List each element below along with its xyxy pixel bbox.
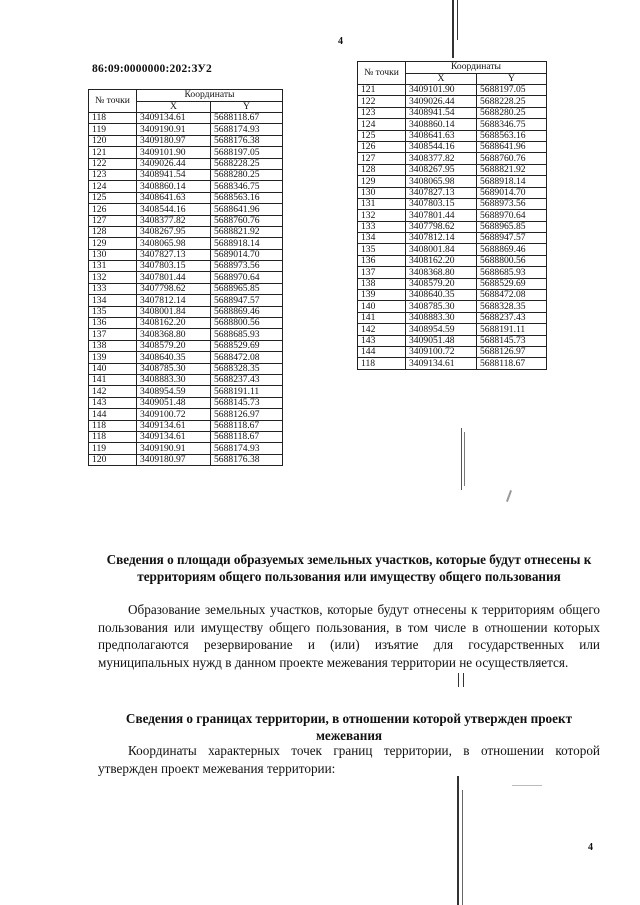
header-point: № точки: [89, 90, 137, 113]
point-cell: 121: [89, 147, 137, 158]
y-cell: 5688973.56: [477, 198, 547, 209]
point-cell: 128: [89, 226, 137, 237]
table-row: [89, 226, 283, 237]
point-cell: 120: [89, 454, 137, 465]
point-cell: 128: [358, 164, 406, 175]
y-cell: 5688965.85: [211, 283, 283, 294]
y-cell: 5688685.93: [211, 329, 283, 340]
table-row: [89, 386, 283, 397]
table-row: [358, 324, 547, 335]
x-cell: 3409134.61: [137, 431, 211, 442]
point-cell: 126: [358, 141, 406, 152]
point-cell: 144: [358, 346, 406, 357]
x-cell: 3408267.95: [137, 226, 211, 237]
table-row: [89, 272, 283, 283]
x-cell: 3407798.62: [137, 283, 211, 294]
header-x: X: [406, 73, 477, 85]
point-cell: 135: [358, 244, 406, 255]
point-cell: 129: [358, 176, 406, 187]
y-cell: 5688346.75: [211, 181, 283, 192]
table-row: [89, 124, 283, 135]
table-row: [89, 238, 283, 249]
x-cell: 3408785.30: [137, 363, 211, 374]
section2-text: Координаты характерных точек границ территории, в отношении которой утвержден проект межевания территории:: [98, 743, 600, 776]
table-row: [89, 261, 283, 272]
table-row: [358, 290, 547, 301]
y-cell: 5688126.97: [211, 409, 283, 420]
x-cell: 3409101.90: [406, 85, 477, 96]
x-cell: 3408640.35: [137, 352, 211, 363]
y-cell: 5688970.64: [477, 210, 547, 221]
y-cell: 5688280.25: [211, 169, 283, 180]
table-row: [358, 278, 547, 289]
point-cell: 122: [358, 96, 406, 107]
table-row: [89, 363, 283, 374]
y-cell: 5688118.67: [477, 358, 547, 369]
header-point: № точки: [358, 62, 406, 85]
table-row: [358, 119, 547, 130]
x-cell: 3408001.84: [406, 244, 477, 255]
table-row: [358, 312, 547, 323]
point-cell: 143: [89, 397, 137, 408]
cadastral-number: 86:09:0000000:202:ЗУ2: [92, 63, 212, 75]
y-cell: 5688685.93: [477, 267, 547, 278]
y-cell: 5688800.56: [477, 255, 547, 266]
table-row: [89, 181, 283, 192]
x-cell: 3408860.14: [137, 181, 211, 192]
x-cell: 3408860.14: [406, 119, 477, 130]
table-row: [89, 283, 283, 294]
point-cell: 123: [358, 107, 406, 118]
point-cell: 140: [89, 363, 137, 374]
table-row: [358, 141, 547, 152]
point-cell: 137: [89, 329, 137, 340]
page-number-bottom: 4: [588, 842, 593, 853]
table-row: [358, 335, 547, 346]
y-cell: 5688197.05: [211, 147, 283, 158]
y-cell: 5688118.67: [211, 431, 283, 442]
point-cell: 131: [89, 261, 137, 272]
x-cell: 3408883.30: [406, 312, 477, 323]
point-cell: 124: [358, 119, 406, 130]
x-cell: 3407812.14: [406, 233, 477, 244]
y-cell: 5688821.92: [477, 164, 547, 175]
point-cell: 134: [358, 233, 406, 244]
y-cell: 5688191.11: [477, 324, 547, 335]
table-row: [89, 147, 283, 158]
y-cell: 5688191.11: [211, 386, 283, 397]
x-cell: 3408377.82: [137, 215, 211, 226]
x-cell: 3407801.44: [137, 272, 211, 283]
point-cell: 142: [358, 324, 406, 335]
point-cell: 126: [89, 204, 137, 215]
y-cell: 5688145.73: [211, 397, 283, 408]
x-cell: 3407827.13: [406, 187, 477, 198]
point-cell: 130: [358, 187, 406, 198]
y-cell: 5688869.46: [477, 244, 547, 255]
point-cell: 120: [89, 135, 137, 146]
table-row: [358, 176, 547, 187]
table-row: [358, 164, 547, 175]
point-cell: 132: [358, 210, 406, 221]
point-cell: 124: [89, 181, 137, 192]
table-row: [89, 306, 283, 317]
table-row: [358, 301, 547, 312]
x-cell: 3409026.44: [137, 158, 211, 169]
table-row: [358, 96, 547, 107]
scan-line: [457, 776, 459, 905]
x-cell: 3408162.20: [137, 318, 211, 329]
y-cell: 5688563.16: [211, 192, 283, 203]
point-cell: 129: [89, 238, 137, 249]
header-x: X: [137, 101, 211, 113]
point-cell: 122: [89, 158, 137, 169]
point-cell: 142: [89, 386, 137, 397]
y-cell: 5688145.73: [477, 335, 547, 346]
y-cell: 5689014.70: [211, 249, 283, 260]
x-cell: 3409190.91: [137, 443, 211, 454]
y-cell: 5688237.43: [211, 374, 283, 385]
point-cell: 123: [89, 169, 137, 180]
x-cell: 3408162.20: [406, 255, 477, 266]
point-cell: 141: [358, 312, 406, 323]
table-row: [89, 409, 283, 420]
section1-text: Образование земельных участков, которые будут отнесены к территориям общего пользования или имуществу общего пользования, в том числе в отношении которых предполагаются резервирование и (или) изъятие для государственных или муниципальных нужд в данном проекте межевания территории не осуществляется.: [98, 602, 600, 670]
y-cell: 5688228.25: [477, 96, 547, 107]
y-cell: 5688176.38: [211, 454, 283, 465]
table-row: [89, 169, 283, 180]
x-cell: 3409100.72: [406, 346, 477, 357]
point-cell: 118: [358, 358, 406, 369]
point-cell: 118: [89, 431, 137, 442]
x-cell: 3407801.44: [406, 210, 477, 221]
x-cell: 3409180.97: [137, 135, 211, 146]
point-cell: 138: [358, 278, 406, 289]
y-cell: 5688800.56: [211, 318, 283, 329]
table-row: [358, 198, 547, 209]
x-cell: 3408267.95: [406, 164, 477, 175]
point-cell: 125: [358, 130, 406, 141]
y-cell: 5688197.05: [477, 85, 547, 96]
table-row: [89, 295, 283, 306]
x-cell: 3409051.48: [406, 335, 477, 346]
y-cell: 5688472.08: [211, 352, 283, 363]
scan-speck: [512, 785, 542, 786]
point-cell: 119: [89, 124, 137, 135]
y-cell: 5688346.75: [477, 119, 547, 130]
point-cell: 125: [89, 192, 137, 203]
x-cell: 3408941.54: [406, 107, 477, 118]
y-cell: 5688118.67: [211, 420, 283, 431]
x-cell: 3408941.54: [137, 169, 211, 180]
point-cell: 119: [89, 443, 137, 454]
x-cell: 3408368.80: [406, 267, 477, 278]
table-row: [358, 85, 547, 96]
point-cell: 127: [89, 215, 137, 226]
point-cell: 140: [358, 301, 406, 312]
table-row: [89, 249, 283, 260]
right-table-body: [358, 85, 547, 370]
table-row: [358, 255, 547, 266]
x-cell: 3408065.98: [406, 176, 477, 187]
y-cell: 5688965.85: [477, 221, 547, 232]
x-cell: 3408377.82: [406, 153, 477, 164]
point-cell: 141: [89, 374, 137, 385]
x-cell: 3408785.30: [406, 301, 477, 312]
x-cell: 3408954.59: [406, 324, 477, 335]
page-number-top: 4: [338, 36, 343, 47]
table-row: [358, 244, 547, 255]
table-row: [358, 153, 547, 164]
x-cell: 3409134.61: [137, 113, 211, 124]
y-cell: 5689014.70: [477, 187, 547, 198]
point-cell: 133: [89, 283, 137, 294]
table-row: [89, 158, 283, 169]
section2-heading: Сведения о границах территории, в отношении которой утвержден проект межевания: [125, 711, 573, 743]
scan-line: [463, 673, 464, 687]
x-cell: 3408954.59: [137, 386, 211, 397]
table-row: [358, 358, 547, 369]
y-cell: 5688237.43: [477, 312, 547, 323]
y-cell: 5688947.57: [211, 295, 283, 306]
x-cell: 3409134.61: [406, 358, 477, 369]
y-cell: 5688328.35: [211, 363, 283, 374]
x-cell: 3408641.63: [406, 130, 477, 141]
y-cell: 5688869.46: [211, 306, 283, 317]
scan-line: [457, 0, 458, 40]
scan-line: [452, 0, 454, 58]
x-cell: 3408579.20: [406, 278, 477, 289]
scan-line: [461, 428, 462, 490]
table-row: [358, 267, 547, 278]
point-cell: 131: [358, 198, 406, 209]
table-row: [89, 431, 283, 442]
y-cell: 5688821.92: [211, 226, 283, 237]
section1-heading: Сведения о площади образуемых земельных участков, которые будут отнесены к территориям общего пользования или имуществу общего пользования: [106, 552, 592, 584]
y-cell: 5688176.38: [211, 135, 283, 146]
x-cell: 3408641.63: [137, 192, 211, 203]
table-row: [358, 221, 547, 232]
y-cell: 5688529.69: [477, 278, 547, 289]
table-row: [89, 374, 283, 385]
point-cell: 127: [358, 153, 406, 164]
point-cell: 118: [89, 113, 137, 124]
y-cell: 5688970.64: [211, 272, 283, 283]
y-cell: 5688118.67: [211, 113, 283, 124]
table-row: [358, 346, 547, 357]
table-row: [358, 187, 547, 198]
scan-speck: [506, 490, 512, 502]
y-cell: 5688760.76: [211, 215, 283, 226]
x-cell: 3408640.35: [406, 290, 477, 301]
point-cell: 118: [89, 420, 137, 431]
table-row: [358, 107, 547, 118]
y-cell: 5688947.57: [477, 233, 547, 244]
y-cell: 5688760.76: [477, 153, 547, 164]
x-cell: 3407803.15: [137, 261, 211, 272]
table-row: [89, 340, 283, 351]
x-cell: 3408368.80: [137, 329, 211, 340]
table-row: [358, 233, 547, 244]
x-cell: 3407798.62: [406, 221, 477, 232]
y-cell: 5688174.93: [211, 443, 283, 454]
y-cell: 5688126.97: [477, 346, 547, 357]
x-cell: 3409180.97: [137, 454, 211, 465]
table-row: [358, 130, 547, 141]
table-row: [89, 454, 283, 465]
point-cell: 143: [358, 335, 406, 346]
table-row: [89, 113, 283, 124]
x-cell: 3409051.48: [137, 397, 211, 408]
point-cell: 136: [89, 318, 137, 329]
header-coords: Координаты: [137, 90, 283, 102]
y-cell: 5688472.08: [477, 290, 547, 301]
x-cell: 3408065.98: [137, 238, 211, 249]
table-row: [89, 318, 283, 329]
x-cell: 3408001.84: [137, 306, 211, 317]
point-cell: 139: [89, 352, 137, 363]
table-row: [89, 352, 283, 363]
table-row: [89, 420, 283, 431]
y-cell: 5688228.25: [211, 158, 283, 169]
y-cell: 5688174.93: [211, 124, 283, 135]
header-coords: Координаты: [406, 62, 547, 74]
table-row: [89, 192, 283, 203]
point-cell: 137: [358, 267, 406, 278]
x-cell: 3407827.13: [137, 249, 211, 260]
header-y: Y: [477, 73, 547, 85]
x-cell: 3408579.20: [137, 340, 211, 351]
x-cell: 3408544.16: [406, 141, 477, 152]
y-cell: 5688280.25: [477, 107, 547, 118]
x-cell: 3408544.16: [137, 204, 211, 215]
y-cell: 5688529.69: [211, 340, 283, 351]
table-row: [89, 329, 283, 340]
x-cell: 3409190.91: [137, 124, 211, 135]
point-cell: 139: [358, 290, 406, 301]
x-cell: 3409101.90: [137, 147, 211, 158]
table-row: [89, 135, 283, 146]
y-cell: 5688973.56: [211, 261, 283, 272]
coordinates-table-right: [357, 61, 547, 370]
table-row: [358, 210, 547, 221]
x-cell: 3408883.30: [137, 374, 211, 385]
point-cell: 136: [358, 255, 406, 266]
point-cell: 134: [89, 295, 137, 306]
point-cell: 130: [89, 249, 137, 260]
table-row: [89, 443, 283, 454]
y-cell: 5688641.96: [211, 204, 283, 215]
scan-line: [464, 432, 465, 486]
point-cell: 133: [358, 221, 406, 232]
x-cell: 3409100.72: [137, 409, 211, 420]
y-cell: 5688918.14: [211, 238, 283, 249]
x-cell: 3407803.15: [406, 198, 477, 209]
y-cell: 5688918.14: [477, 176, 547, 187]
point-cell: 121: [358, 85, 406, 96]
table-row: [89, 397, 283, 408]
y-cell: 5688328.35: [477, 301, 547, 312]
x-cell: 3409026.44: [406, 96, 477, 107]
coordinates-table-left: [88, 89, 283, 466]
table-row: [89, 215, 283, 226]
table-row: [89, 204, 283, 215]
left-table-body: [89, 113, 283, 466]
header-y: Y: [211, 101, 283, 113]
y-cell: 5688641.96: [477, 141, 547, 152]
point-cell: 132: [89, 272, 137, 283]
scan-line: [462, 790, 463, 905]
y-cell: 5688563.16: [477, 130, 547, 141]
point-cell: 135: [89, 306, 137, 317]
scan-line: [458, 673, 459, 687]
point-cell: 144: [89, 409, 137, 420]
x-cell: 3409134.61: [137, 420, 211, 431]
point-cell: 138: [89, 340, 137, 351]
x-cell: 3407812.14: [137, 295, 211, 306]
